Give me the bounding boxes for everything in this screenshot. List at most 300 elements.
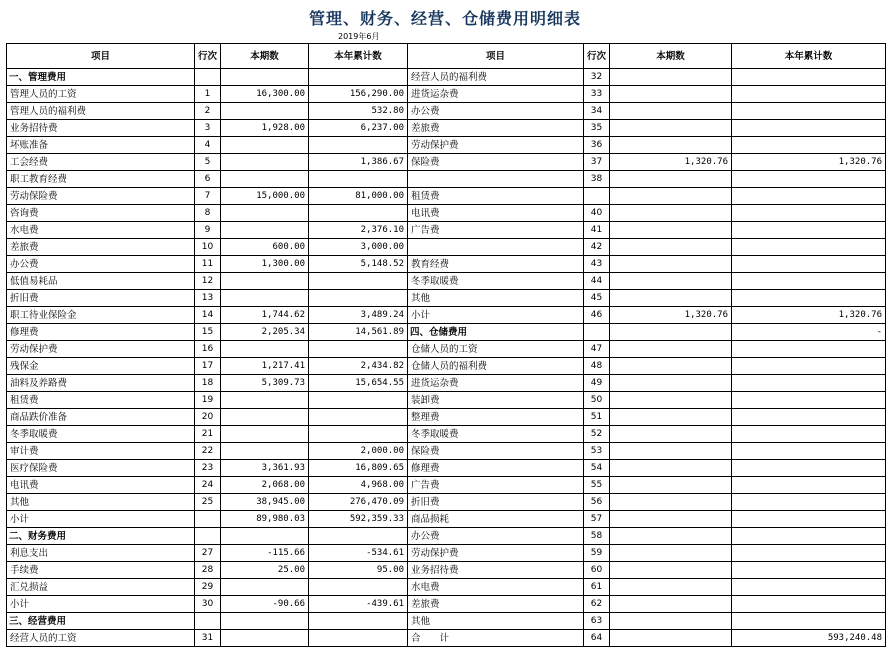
right-line-cell: 59 bbox=[584, 545, 610, 562]
right-ytd-cell bbox=[732, 426, 886, 443]
right-line-cell: 55 bbox=[584, 477, 610, 494]
left-ytd-cell: 5,148.52 bbox=[309, 256, 408, 273]
right-current-cell: 1,320.76 bbox=[610, 307, 732, 324]
left-item-cell: 管理人员的工资 bbox=[7, 86, 195, 103]
left-item-cell: 办公费 bbox=[7, 256, 195, 273]
table-row bbox=[7, 545, 886, 562]
right-current-cell bbox=[610, 579, 732, 596]
left-ytd-cell: 2,434.82 bbox=[309, 358, 408, 375]
right-current-cell bbox=[610, 290, 732, 307]
left-ytd-cell: 3,000.00 bbox=[309, 239, 408, 256]
left-item-cell: 残保金 bbox=[7, 358, 195, 375]
report-period: 2019年6月 bbox=[338, 32, 380, 41]
table-row bbox=[7, 460, 886, 477]
left-item-cell: 电讯费 bbox=[7, 477, 195, 494]
right-current-cell bbox=[610, 460, 732, 477]
right-item-cell: 四、仓储费用 bbox=[408, 324, 584, 341]
left-ytd-cell: 15,654.55 bbox=[309, 375, 408, 392]
left-current-cell bbox=[221, 528, 309, 545]
right-current-cell bbox=[610, 375, 732, 392]
table-row bbox=[7, 579, 886, 596]
left-line-cell: 9 bbox=[195, 222, 221, 239]
right-current-cell bbox=[610, 103, 732, 120]
right-current-cell bbox=[610, 188, 732, 205]
right-current-cell bbox=[610, 222, 732, 239]
left-current-cell: 1,300.00 bbox=[221, 256, 309, 273]
left-ytd-cell bbox=[309, 613, 408, 630]
right-current-cell bbox=[610, 120, 732, 137]
right-ytd-cell bbox=[732, 120, 886, 137]
left-line-cell: 19 bbox=[195, 392, 221, 409]
right-ytd-cell bbox=[732, 137, 886, 154]
right-line-cell: 46 bbox=[584, 307, 610, 324]
right-line-cell: 44 bbox=[584, 273, 610, 290]
table-row bbox=[7, 137, 886, 154]
right-ytd-cell bbox=[732, 579, 886, 596]
right-line-cell: 56 bbox=[584, 494, 610, 511]
right-current-cell bbox=[610, 494, 732, 511]
right-item-cell: 进货运杂费 bbox=[408, 86, 584, 103]
left-item-cell: 管理人员的福利费 bbox=[7, 103, 195, 120]
left-ytd-cell: 3,489.24 bbox=[309, 307, 408, 324]
header-item-right: 项目 bbox=[408, 44, 584, 69]
table-row bbox=[7, 494, 886, 511]
table-row bbox=[7, 307, 886, 324]
right-line-cell: 52 bbox=[584, 426, 610, 443]
right-current-cell bbox=[610, 341, 732, 358]
right-ytd-cell bbox=[732, 528, 886, 545]
left-item-cell: 审计费 bbox=[7, 443, 195, 460]
right-line-cell: 34 bbox=[584, 103, 610, 120]
right-item-cell: 办公费 bbox=[408, 103, 584, 120]
right-item-cell: 业务招待费 bbox=[408, 562, 584, 579]
left-line-cell: 16 bbox=[195, 341, 221, 358]
right-current-cell bbox=[610, 239, 732, 256]
right-ytd-cell bbox=[732, 69, 886, 86]
right-item-cell: 保险费 bbox=[408, 443, 584, 460]
right-item-cell: 整理费 bbox=[408, 409, 584, 426]
right-item-cell: 装卸费 bbox=[408, 392, 584, 409]
table-row bbox=[7, 154, 886, 171]
left-current-cell bbox=[221, 426, 309, 443]
table-row bbox=[7, 273, 886, 290]
left-item-cell: 差旅费 bbox=[7, 239, 195, 256]
left-line-cell: 25 bbox=[195, 494, 221, 511]
right-ytd-cell bbox=[732, 562, 886, 579]
left-current-cell: -115.66 bbox=[221, 545, 309, 562]
left-line-cell: 2 bbox=[195, 103, 221, 120]
left-current-cell bbox=[221, 205, 309, 222]
table-row bbox=[7, 630, 886, 647]
left-line-cell: 10 bbox=[195, 239, 221, 256]
right-ytd-cell bbox=[732, 375, 886, 392]
right-current-cell bbox=[610, 630, 732, 647]
left-current-cell bbox=[221, 290, 309, 307]
left-item-cell: 其他 bbox=[7, 494, 195, 511]
left-current-cell bbox=[221, 579, 309, 596]
left-line-cell: 21 bbox=[195, 426, 221, 443]
right-item-cell: 办公费 bbox=[408, 528, 584, 545]
table-body bbox=[7, 69, 886, 647]
left-ytd-cell: 6,237.00 bbox=[309, 120, 408, 137]
right-ytd-cell bbox=[732, 290, 886, 307]
header-line-right: 行次 bbox=[584, 44, 610, 69]
left-current-cell bbox=[221, 443, 309, 460]
left-ytd-cell: 16,809.65 bbox=[309, 460, 408, 477]
table-row bbox=[7, 120, 886, 137]
right-ytd-cell bbox=[732, 596, 886, 613]
right-current-cell bbox=[610, 324, 732, 341]
left-line-cell: 31 bbox=[195, 630, 221, 647]
left-ytd-cell bbox=[309, 341, 408, 358]
right-ytd-cell bbox=[732, 545, 886, 562]
right-line-cell: 64 bbox=[584, 630, 610, 647]
table-row bbox=[7, 188, 886, 205]
right-ytd-cell: 1,320.76 bbox=[732, 307, 886, 324]
header-current-left: 本期数 bbox=[221, 44, 309, 69]
left-line-cell bbox=[195, 69, 221, 86]
right-item-cell: 商品损耗 bbox=[408, 511, 584, 528]
right-ytd-cell bbox=[732, 256, 886, 273]
header-row bbox=[7, 44, 886, 69]
right-item-cell: 仓储人员的工资 bbox=[408, 341, 584, 358]
left-current-cell: 16,300.00 bbox=[221, 86, 309, 103]
left-item-cell: 三、经营费用 bbox=[7, 613, 195, 630]
left-ytd-cell: -534.61 bbox=[309, 545, 408, 562]
left-ytd-cell bbox=[309, 290, 408, 307]
table-row bbox=[7, 528, 886, 545]
left-item-cell: 一、管理费用 bbox=[7, 69, 195, 86]
left-current-cell bbox=[221, 103, 309, 120]
left-current-cell: 5,309.73 bbox=[221, 375, 309, 392]
right-ytd-cell bbox=[732, 239, 886, 256]
right-item-cell: 冬季取暖费 bbox=[408, 273, 584, 290]
left-current-cell bbox=[221, 392, 309, 409]
left-current-cell: 89,980.03 bbox=[221, 511, 309, 528]
right-item-cell: 小计 bbox=[408, 307, 584, 324]
left-current-cell bbox=[221, 630, 309, 647]
right-current-cell bbox=[610, 205, 732, 222]
right-line-cell: 58 bbox=[584, 528, 610, 545]
left-item-cell: 低值易耗品 bbox=[7, 273, 195, 290]
right-line-cell: 61 bbox=[584, 579, 610, 596]
right-current-cell: 1,320.76 bbox=[610, 154, 732, 171]
left-line-cell bbox=[195, 511, 221, 528]
left-ytd-cell: 532.80 bbox=[309, 103, 408, 120]
right-item-cell: 广告费 bbox=[408, 222, 584, 239]
left-item-cell: 职工教育经费 bbox=[7, 171, 195, 188]
right-line-cell: 33 bbox=[584, 86, 610, 103]
left-current-cell: 1,928.00 bbox=[221, 120, 309, 137]
table-row bbox=[7, 256, 886, 273]
header-ytd-left: 本年累计数 bbox=[309, 44, 408, 69]
left-current-cell bbox=[221, 341, 309, 358]
left-line-cell: 3 bbox=[195, 120, 221, 137]
right-item-cell: 冬季取暖费 bbox=[408, 426, 584, 443]
left-current-cell bbox=[221, 171, 309, 188]
table-row bbox=[7, 324, 886, 341]
left-ytd-cell: 95.00 bbox=[309, 562, 408, 579]
left-ytd-cell bbox=[309, 426, 408, 443]
table-row bbox=[7, 392, 886, 409]
left-line-cell: 20 bbox=[195, 409, 221, 426]
left-ytd-cell: 2,000.00 bbox=[309, 443, 408, 460]
table-row bbox=[7, 86, 886, 103]
left-line-cell: 24 bbox=[195, 477, 221, 494]
left-current-cell bbox=[221, 613, 309, 630]
left-ytd-cell: 276,470.09 bbox=[309, 494, 408, 511]
left-current-cell: 38,945.00 bbox=[221, 494, 309, 511]
right-current-cell bbox=[610, 137, 732, 154]
right-current-cell bbox=[610, 511, 732, 528]
right-item-cell: 广告费 bbox=[408, 477, 584, 494]
table-row bbox=[7, 596, 886, 613]
right-ytd-cell: - bbox=[732, 324, 886, 341]
left-line-cell: 8 bbox=[195, 205, 221, 222]
left-item-cell: 汇兑损益 bbox=[7, 579, 195, 596]
left-ytd-cell bbox=[309, 273, 408, 290]
right-line-cell: 48 bbox=[584, 358, 610, 375]
left-line-cell: 29 bbox=[195, 579, 221, 596]
table-row bbox=[7, 290, 886, 307]
left-item-cell: 医疗保险费 bbox=[7, 460, 195, 477]
header-current-right: 本期数 bbox=[610, 44, 732, 69]
right-item-cell: 教育经费 bbox=[408, 256, 584, 273]
left-current-cell: 2,068.00 bbox=[221, 477, 309, 494]
right-line-cell: 36 bbox=[584, 137, 610, 154]
left-line-cell bbox=[195, 528, 221, 545]
left-item-cell: 业务招待费 bbox=[7, 120, 195, 137]
table-row bbox=[7, 103, 886, 120]
right-line-cell: 47 bbox=[584, 341, 610, 358]
right-current-cell bbox=[610, 562, 732, 579]
left-current-cell: -90.66 bbox=[221, 596, 309, 613]
right-item-cell: 水电费 bbox=[408, 579, 584, 596]
left-line-cell: 6 bbox=[195, 171, 221, 188]
right-current-cell bbox=[610, 358, 732, 375]
left-ytd-cell: 2,376.10 bbox=[309, 222, 408, 239]
left-item-cell: 修理费 bbox=[7, 324, 195, 341]
left-item-cell: 冬季取暖费 bbox=[7, 426, 195, 443]
right-current-cell bbox=[610, 426, 732, 443]
right-ytd-cell bbox=[732, 222, 886, 239]
right-item-cell: 仓储人员的福利费 bbox=[408, 358, 584, 375]
left-line-cell bbox=[195, 613, 221, 630]
left-line-cell: 22 bbox=[195, 443, 221, 460]
table-row bbox=[7, 477, 886, 494]
report-title: 管理、财务、经营、仓储费用明细表 bbox=[308, 9, 581, 28]
left-ytd-cell: 81,000.00 bbox=[309, 188, 408, 205]
right-line-cell: 40 bbox=[584, 205, 610, 222]
left-current-cell: 2,205.34 bbox=[221, 324, 309, 341]
left-ytd-cell: 156,290.00 bbox=[309, 86, 408, 103]
right-item-cell: 保险费 bbox=[408, 154, 584, 171]
right-line-cell: 38 bbox=[584, 171, 610, 188]
right-current-cell bbox=[610, 256, 732, 273]
left-line-cell: 1 bbox=[195, 86, 221, 103]
right-item-cell: 劳动保护费 bbox=[408, 137, 584, 154]
left-line-cell: 17 bbox=[195, 358, 221, 375]
left-current-cell: 3,361.93 bbox=[221, 460, 309, 477]
left-line-cell: 27 bbox=[195, 545, 221, 562]
left-current-cell: 25.00 bbox=[221, 562, 309, 579]
left-ytd-cell bbox=[309, 409, 408, 426]
right-line-cell: 42 bbox=[584, 239, 610, 256]
right-current-cell bbox=[610, 409, 732, 426]
right-item-cell: 差旅费 bbox=[408, 120, 584, 137]
right-line-cell: 60 bbox=[584, 562, 610, 579]
left-current-cell bbox=[221, 69, 309, 86]
right-ytd-cell bbox=[732, 443, 886, 460]
right-ytd-cell bbox=[732, 511, 886, 528]
right-ytd-cell bbox=[732, 205, 886, 222]
left-ytd-cell bbox=[309, 579, 408, 596]
table-row bbox=[7, 222, 886, 239]
right-ytd-cell bbox=[732, 494, 886, 511]
left-item-cell: 水电费 bbox=[7, 222, 195, 239]
right-current-cell bbox=[610, 528, 732, 545]
left-line-cell: 28 bbox=[195, 562, 221, 579]
table-row bbox=[7, 426, 886, 443]
right-ytd-cell bbox=[732, 86, 886, 103]
right-item-cell: 经营人员的福利费 bbox=[408, 69, 584, 86]
left-line-cell: 12 bbox=[195, 273, 221, 290]
left-current-cell: 1,744.62 bbox=[221, 307, 309, 324]
right-item-cell: 劳动保护费 bbox=[408, 545, 584, 562]
right-item-cell: 折旧费 bbox=[408, 494, 584, 511]
right-item-cell: 租赁费 bbox=[408, 188, 584, 205]
right-item-cell bbox=[408, 171, 584, 188]
right-line-cell: 62 bbox=[584, 596, 610, 613]
table-row bbox=[7, 341, 886, 358]
left-ytd-cell: 4,968.00 bbox=[309, 477, 408, 494]
right-line-cell: 45 bbox=[584, 290, 610, 307]
right-ytd-cell bbox=[732, 613, 886, 630]
table-row bbox=[7, 613, 886, 630]
left-line-cell: 11 bbox=[195, 256, 221, 273]
right-ytd-cell bbox=[732, 171, 886, 188]
header-ytd-right: 本年累计数 bbox=[732, 44, 886, 69]
table-row bbox=[7, 375, 886, 392]
left-ytd-cell bbox=[309, 630, 408, 647]
left-line-cell: 14 bbox=[195, 307, 221, 324]
right-line-cell: 57 bbox=[584, 511, 610, 528]
right-item-cell: 其他 bbox=[408, 290, 584, 307]
right-current-cell bbox=[610, 613, 732, 630]
left-item-cell: 手续费 bbox=[7, 562, 195, 579]
left-item-cell: 坏账准备 bbox=[7, 137, 195, 154]
header-line-left: 行次 bbox=[195, 44, 221, 69]
left-item-cell: 小计 bbox=[7, 596, 195, 613]
right-ytd-cell bbox=[732, 358, 886, 375]
right-ytd-cell bbox=[732, 392, 886, 409]
table-row bbox=[7, 171, 886, 188]
right-ytd-cell bbox=[732, 188, 886, 205]
right-item-cell: 修理费 bbox=[408, 460, 584, 477]
right-ytd-cell bbox=[732, 460, 886, 477]
table-row bbox=[7, 69, 886, 86]
right-ytd-cell bbox=[732, 477, 886, 494]
right-line-cell: 53 bbox=[584, 443, 610, 460]
left-item-cell: 小计 bbox=[7, 511, 195, 528]
right-ytd-cell: 593,240.48 bbox=[732, 630, 886, 647]
right-current-cell bbox=[610, 443, 732, 460]
right-ytd-cell: 1,320.76 bbox=[732, 154, 886, 171]
right-line-cell: 37 bbox=[584, 154, 610, 171]
left-current-cell bbox=[221, 222, 309, 239]
right-line-cell bbox=[584, 188, 610, 205]
table-row bbox=[7, 205, 886, 222]
left-ytd-cell bbox=[309, 137, 408, 154]
left-ytd-cell: 592,359.33 bbox=[309, 511, 408, 528]
right-current-cell bbox=[610, 392, 732, 409]
header-item-left: 项目 bbox=[7, 44, 195, 69]
right-line-cell: 32 bbox=[584, 69, 610, 86]
left-item-cell: 咨询费 bbox=[7, 205, 195, 222]
right-item-cell bbox=[408, 239, 584, 256]
left-line-cell: 23 bbox=[195, 460, 221, 477]
left-item-cell: 经营人员的工资 bbox=[7, 630, 195, 647]
expense-table bbox=[6, 43, 886, 647]
right-line-cell: 54 bbox=[584, 460, 610, 477]
left-line-cell: 5 bbox=[195, 154, 221, 171]
right-line-cell: 35 bbox=[584, 120, 610, 137]
left-current-cell bbox=[221, 273, 309, 290]
left-current-cell: 15,000.00 bbox=[221, 188, 309, 205]
left-current-cell bbox=[221, 154, 309, 171]
right-current-cell bbox=[610, 171, 732, 188]
right-item-cell: 差旅费 bbox=[408, 596, 584, 613]
table-row bbox=[7, 409, 886, 426]
left-current-cell bbox=[221, 409, 309, 426]
right-ytd-cell bbox=[732, 273, 886, 290]
left-line-cell: 15 bbox=[195, 324, 221, 341]
table-row bbox=[7, 562, 886, 579]
left-item-cell: 利息支出 bbox=[7, 545, 195, 562]
right-current-cell bbox=[610, 69, 732, 86]
left-line-cell: 7 bbox=[195, 188, 221, 205]
left-current-cell bbox=[221, 137, 309, 154]
right-current-cell bbox=[610, 545, 732, 562]
right-line-cell bbox=[584, 324, 610, 341]
right-ytd-cell bbox=[732, 409, 886, 426]
left-item-cell: 劳动保护费 bbox=[7, 341, 195, 358]
right-item-cell: 其他 bbox=[408, 613, 584, 630]
left-ytd-cell bbox=[309, 528, 408, 545]
right-line-cell: 41 bbox=[584, 222, 610, 239]
right-item-cell: 电讯费 bbox=[408, 205, 584, 222]
left-line-cell: 18 bbox=[195, 375, 221, 392]
left-ytd-cell bbox=[309, 392, 408, 409]
right-line-cell: 43 bbox=[584, 256, 610, 273]
left-ytd-cell bbox=[309, 205, 408, 222]
right-item-cell: 进货运杂费 bbox=[408, 375, 584, 392]
table-row bbox=[7, 443, 886, 460]
right-line-cell: 49 bbox=[584, 375, 610, 392]
left-line-cell: 13 bbox=[195, 290, 221, 307]
right-line-cell: 63 bbox=[584, 613, 610, 630]
table-row bbox=[7, 358, 886, 375]
left-item-cell: 职工待业保险金 bbox=[7, 307, 195, 324]
right-current-cell bbox=[610, 596, 732, 613]
left-item-cell: 租赁费 bbox=[7, 392, 195, 409]
left-item-cell: 折旧费 bbox=[7, 290, 195, 307]
right-ytd-cell bbox=[732, 341, 886, 358]
left-ytd-cell: 1,386.67 bbox=[309, 154, 408, 171]
right-current-cell bbox=[610, 273, 732, 290]
table-row bbox=[7, 511, 886, 528]
left-line-cell: 4 bbox=[195, 137, 221, 154]
